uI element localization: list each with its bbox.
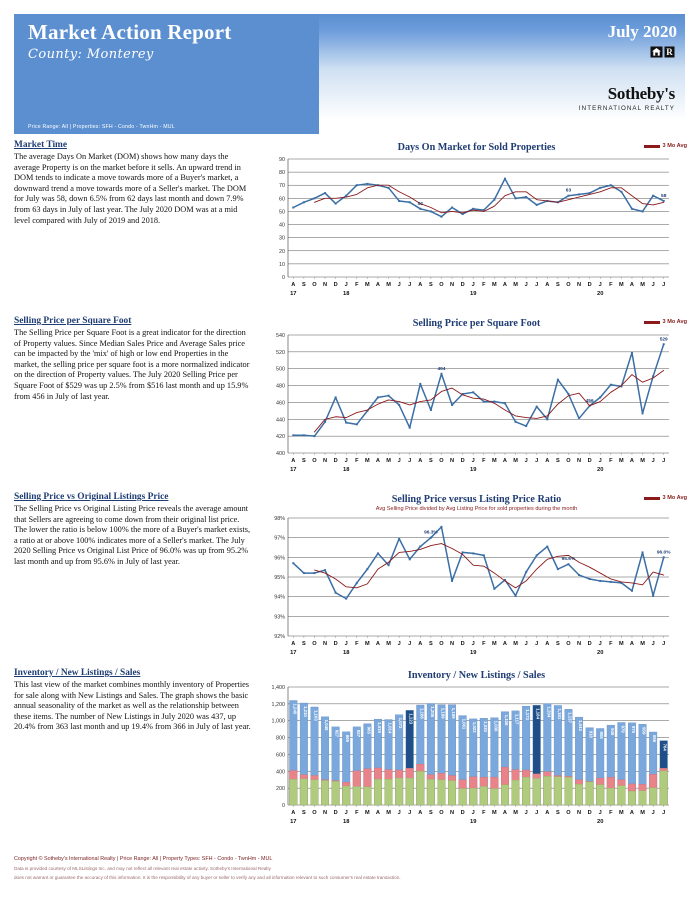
chart-title: Days On Market for Sold Properties — [397, 142, 556, 153]
svg-text:F: F — [482, 810, 486, 816]
report-footer — [14, 856, 674, 884]
svg-text:52: 52 — [417, 201, 423, 207]
svg-text:O: O — [439, 810, 444, 816]
chart-title: Inventory / New Listings / Sales — [407, 670, 546, 681]
svg-text:J: J — [662, 641, 666, 647]
svg-text:D: D — [460, 641, 465, 647]
inventory-text — [14, 668, 262, 844]
section-price-vs-listing — [14, 492, 691, 668]
svg-text:F: F — [482, 282, 486, 288]
svg-text:M: M — [513, 458, 518, 464]
svg-text:F: F — [609, 641, 613, 647]
section-heading: Selling Price per Square Foot — [14, 316, 132, 326]
svg-text:O: O — [439, 458, 444, 464]
svg-text:J: J — [471, 641, 475, 647]
svg-text:D: D — [460, 810, 465, 816]
section-body: The average Days On Market (DOM) shows how many days the average Property is on the market before it sells. An upward trend in DOM tends to indicate a move towards more of a Buyer's market, a downward trend a move towards more of a Seller's market. The DOM for July was 58, down 6.5% from 62 days last month and down 7.9% from 63 days in July of last year. The July 2020 DOM was at a mid level compared with July of 2019 and 2018. — [14, 152, 247, 225]
svg-text:96.0%: 96.0% — [656, 550, 671, 556]
svg-text:0: 0 — [282, 803, 285, 809]
svg-text:M: M — [386, 282, 391, 288]
svg-text:1,200: 1,200 — [271, 701, 285, 708]
svg-text:959: 959 — [641, 727, 647, 735]
svg-text:18: 18 — [342, 819, 350, 825]
svg-text:869: 869 — [345, 734, 351, 742]
svg-text:30: 30 — [279, 235, 285, 242]
svg-text:O: O — [312, 282, 317, 288]
svg-text:D: D — [587, 810, 592, 816]
svg-text:60: 60 — [279, 196, 285, 203]
svg-text:A: A — [502, 458, 507, 464]
equal-housing-icons — [650, 46, 675, 58]
chart-legend — [644, 319, 687, 325]
plot-area — [262, 329, 691, 479]
svg-text:J: J — [662, 458, 666, 464]
svg-text:95.6%: 95.6% — [561, 557, 576, 563]
svg-text:M: M — [365, 641, 370, 647]
svg-text:J: J — [651, 641, 655, 647]
svg-text:18: 18 — [342, 291, 350, 297]
chart-price-vs-listing — [262, 492, 691, 668]
svg-text:J: J — [598, 641, 602, 647]
svg-text:N: N — [577, 641, 582, 647]
svg-text:O: O — [312, 810, 317, 816]
svg-text:M: M — [386, 810, 391, 816]
svg-text:20: 20 — [279, 248, 285, 255]
svg-text:520: 520 — [276, 349, 285, 356]
svg-text:1,181: 1,181 — [556, 708, 562, 720]
svg-text:J: J — [535, 282, 539, 288]
svg-text:400: 400 — [276, 451, 285, 457]
svg-text:1,014: 1,014 — [387, 722, 393, 734]
svg-text:M: M — [365, 458, 370, 464]
svg-text:94%: 94% — [274, 594, 285, 601]
section-price-per-sqft — [14, 316, 691, 492]
svg-text:96.3%: 96.3% — [424, 530, 438, 536]
svg-text:M: M — [365, 282, 370, 288]
footer-disclaimer-1: Data is provided courtesy of MLSListings Inc. and may not reflect all relevant real estate activity. Sotheby's International Realty — [14, 866, 271, 871]
svg-text:J: J — [344, 458, 348, 464]
svg-text:N: N — [577, 282, 582, 288]
svg-text:O: O — [566, 641, 571, 647]
svg-text:1,184: 1,184 — [535, 708, 541, 719]
svg-text:866: 866 — [652, 735, 658, 743]
plot-area — [262, 681, 691, 831]
svg-text:A: A — [629, 641, 634, 647]
svg-text:N: N — [323, 810, 328, 816]
svg-text:S: S — [429, 641, 433, 647]
svg-text:20: 20 — [596, 819, 604, 825]
svg-text:18: 18 — [342, 650, 350, 656]
svg-text:1,022: 1,022 — [472, 721, 478, 733]
svg-text:M: M — [513, 641, 518, 647]
svg-text:A: A — [418, 282, 423, 288]
svg-text:17: 17 — [290, 650, 297, 656]
svg-text:M: M — [513, 282, 518, 288]
svg-text:F: F — [355, 282, 359, 288]
svg-text:1,163: 1,163 — [313, 709, 319, 721]
svg-text:96%: 96% — [274, 555, 285, 562]
svg-text:J: J — [651, 810, 655, 816]
svg-text:764: 764 — [662, 743, 668, 751]
svg-text:O: O — [312, 458, 317, 464]
svg-text:1,240: 1,240 — [292, 703, 298, 715]
svg-text:D: D — [333, 641, 338, 647]
svg-text:J: J — [535, 810, 539, 816]
svg-text:975: 975 — [630, 725, 636, 733]
svg-text:M: M — [386, 458, 391, 464]
realtor-icon — [664, 46, 675, 58]
svg-text:F: F — [355, 458, 359, 464]
svg-text:M: M — [492, 282, 497, 288]
svg-text:S: S — [302, 810, 306, 816]
svg-text:O: O — [566, 810, 571, 816]
svg-text:420: 420 — [276, 434, 285, 441]
brand-name: Sotheby's — [607, 84, 675, 103]
svg-text:O: O — [566, 458, 571, 464]
section-heading: Inventory / New Listings / Sales — [14, 668, 141, 678]
svg-text:J: J — [535, 458, 539, 464]
svg-text:D: D — [587, 641, 592, 647]
svg-text:J: J — [524, 458, 528, 464]
svg-text:J: J — [524, 641, 528, 647]
svg-text:1,061: 1,061 — [461, 718, 467, 730]
svg-text:A: A — [502, 810, 507, 816]
svg-text:1,030: 1,030 — [482, 721, 488, 732]
svg-text:M: M — [619, 641, 624, 647]
svg-text:M: M — [640, 810, 645, 816]
svg-text:1,048: 1,048 — [324, 719, 330, 731]
svg-text:N: N — [450, 458, 455, 464]
brand-logo — [579, 84, 675, 112]
svg-text:1,400: 1,400 — [271, 685, 285, 691]
svg-text:N: N — [450, 810, 455, 816]
chart-legend — [644, 495, 687, 501]
svg-text:A: A — [375, 641, 380, 647]
brand-tagline: INTERNATIONAL REALTY — [578, 105, 675, 112]
svg-text:A: A — [375, 282, 380, 288]
svg-text:S: S — [302, 641, 306, 647]
svg-text:A: A — [545, 458, 550, 464]
svg-text:F: F — [482, 641, 486, 647]
svg-text:63: 63 — [565, 188, 572, 194]
chart-title: Selling Price per Square Foot — [412, 318, 541, 329]
svg-text:D: D — [333, 282, 338, 288]
section-body: The Selling Price vs Original Listing Price reveals the average amount that Sellers are agreeing to come down from their original list price. The lower the ratio is below 100% the more of a Buyer's market exists, a ratio at or above 100% indicates more of a Seller's market. The July 2020 Selling Price vs Original List Price of 96.0% was up from 95.2% last month and up from 95.6% in July of last year. — [14, 504, 251, 566]
svg-text:400: 400 — [276, 769, 285, 776]
svg-text:800: 800 — [276, 735, 285, 742]
svg-text:J: J — [598, 458, 602, 464]
price-per-sqft-text — [14, 316, 262, 492]
svg-text:D: D — [460, 458, 465, 464]
svg-text:460: 460 — [276, 400, 285, 407]
chart-subtitle: Avg Selling Price divided by Avg Listing Price for sold properties during the month — [375, 506, 578, 512]
svg-text:J: J — [535, 641, 539, 647]
svg-text:50: 50 — [279, 209, 285, 216]
svg-text:O: O — [439, 641, 444, 647]
footer-disclaimer-2: does not warrant or guarantee the accuracy of this information. It is the responsibility of any buyer or seller to verify any and all information relevant to such consumer's real estate transaction. — [14, 875, 401, 880]
svg-text:M: M — [619, 458, 624, 464]
section-heading: Selling Price vs Original Listings Price — [14, 492, 169, 502]
report-header — [14, 14, 685, 134]
svg-text:N: N — [323, 282, 328, 288]
svg-text:1,123: 1,123 — [408, 713, 414, 725]
svg-text:927: 927 — [355, 729, 361, 738]
footer-copyright: Copyright © Sotheby's International Realty | Price Range: All | Property Types: SFH - Condo - TwnHm - MUL — [14, 856, 273, 862]
svg-text:97%: 97% — [274, 535, 285, 542]
svg-text:1,019: 1,019 — [376, 722, 382, 733]
svg-text:20: 20 — [596, 467, 604, 473]
section-inventory — [14, 668, 691, 844]
svg-text:D: D — [333, 810, 338, 816]
svg-text:M: M — [513, 810, 518, 816]
svg-text:17: 17 — [290, 291, 297, 297]
svg-text:J: J — [397, 458, 401, 464]
svg-text:A: A — [545, 641, 550, 647]
svg-text:200: 200 — [276, 786, 285, 793]
svg-text:M: M — [619, 810, 624, 816]
svg-text:A: A — [291, 641, 296, 647]
section-heading: Market Time — [14, 140, 68, 150]
svg-text:A: A — [291, 810, 296, 816]
svg-text:70: 70 — [279, 183, 285, 190]
svg-text:A: A — [629, 810, 634, 816]
svg-text:A: A — [418, 810, 423, 816]
market-time-text — [14, 140, 262, 316]
svg-text:20: 20 — [596, 650, 604, 656]
svg-text:J: J — [471, 458, 475, 464]
svg-text:494: 494 — [437, 366, 446, 372]
svg-text:J: J — [662, 282, 666, 288]
svg-text:979: 979 — [620, 725, 626, 733]
svg-text:A: A — [418, 458, 423, 464]
svg-text:F: F — [609, 282, 613, 288]
svg-text:1,137: 1,137 — [567, 712, 573, 723]
svg-text:O: O — [312, 641, 317, 647]
svg-text:40: 40 — [279, 222, 285, 229]
svg-text:S: S — [556, 810, 560, 816]
svg-text:20: 20 — [596, 291, 604, 297]
page-title: Market Action Report — [28, 20, 232, 44]
section-body: This last view of the market combines monthly inventory of Properties for sale along with New Listings and Sales. The graph shows the basic annual seasonality of the market as well as the relationship between these items. The number of New Listings in July 2020 was 437, up 20.4% from 363 last month and up 19.4% from 366 in July of last year. — [14, 680, 251, 732]
legend-label: 3 Mo Avg — [662, 143, 687, 149]
svg-text:F: F — [609, 458, 613, 464]
svg-text:1,072: 1,072 — [398, 717, 404, 729]
svg-text:456: 456 — [585, 398, 594, 404]
svg-text:98%: 98% — [274, 516, 285, 522]
svg-text:J: J — [598, 810, 602, 816]
svg-text:1,108: 1,108 — [503, 714, 509, 726]
svg-text:S: S — [556, 458, 560, 464]
svg-text:440: 440 — [276, 417, 285, 424]
svg-text:M: M — [492, 458, 497, 464]
svg-text:J: J — [408, 810, 412, 816]
svg-text:A: A — [291, 282, 296, 288]
svg-text:S: S — [302, 458, 306, 464]
section-body: The Selling Price per Square Foot is a great indicator for the direction of Property values. Since Median Sales Price and Average Sales price can be impacted by the 'mix' of high or low end Properties in the market, the selling price per square foot is a more normalized indicator on the direction of Property values. The July 2020 Selling Price per Square Foot of $529 was up 2.5% from $516 last month and up 15.9% from 456 in July of last year. — [14, 328, 250, 401]
svg-text:1,186: 1,186 — [419, 708, 425, 719]
svg-text:92%: 92% — [274, 634, 285, 640]
svg-text:J: J — [598, 282, 602, 288]
svg-text:J: J — [397, 641, 401, 647]
svg-text:A: A — [629, 282, 634, 288]
svg-text:10: 10 — [279, 261, 285, 268]
price-range-band: Price Range: All | Properties: SFH - Condo - TwnHm - MUL — [14, 120, 319, 134]
svg-text:D: D — [587, 458, 592, 464]
svg-text:R: R — [666, 47, 673, 58]
svg-text:A: A — [629, 458, 634, 464]
svg-text:A: A — [291, 458, 296, 464]
svg-text:948: 948 — [609, 728, 615, 736]
svg-text:M: M — [640, 641, 645, 647]
svg-text:18: 18 — [342, 467, 350, 473]
svg-text:S: S — [429, 282, 433, 288]
plot-area — [262, 512, 691, 662]
county-subtitle: County: Monterey — [28, 47, 154, 62]
equal-housing-opportunity-icon — [650, 46, 663, 58]
svg-text:N: N — [450, 641, 455, 647]
report-page — [0, 14, 699, 920]
svg-text:J: J — [397, 810, 401, 816]
svg-text:J: J — [662, 810, 666, 816]
svg-text:58: 58 — [661, 193, 667, 199]
svg-text:90: 90 — [279, 157, 285, 163]
svg-text:M: M — [386, 641, 391, 647]
legend-label: 3 Mo Avg — [662, 319, 687, 325]
svg-text:600: 600 — [276, 752, 285, 759]
section-market-time — [14, 140, 691, 316]
svg-text:19: 19 — [469, 650, 477, 656]
svg-text:1,204: 1,204 — [546, 706, 552, 718]
svg-text:540: 540 — [276, 333, 285, 339]
svg-text:A: A — [502, 282, 507, 288]
chart-days-on-market — [262, 140, 691, 316]
svg-text:19: 19 — [469, 291, 477, 297]
svg-text:93%: 93% — [274, 614, 285, 621]
svg-text:J: J — [471, 282, 475, 288]
svg-text:M: M — [640, 282, 645, 288]
svg-text:927: 927 — [334, 729, 340, 738]
svg-text:S: S — [429, 458, 433, 464]
svg-text:A: A — [545, 282, 550, 288]
svg-text:A: A — [375, 458, 380, 464]
svg-text:N: N — [323, 641, 328, 647]
svg-text:O: O — [439, 282, 444, 288]
svg-text:1,173: 1,173 — [525, 709, 531, 720]
svg-text:D: D — [333, 458, 338, 464]
svg-text:F: F — [609, 810, 613, 816]
svg-text:1,210: 1,210 — [302, 706, 308, 717]
legend-swatch-icon — [644, 145, 660, 148]
svg-text:1,043: 1,043 — [578, 720, 584, 731]
svg-text:N: N — [323, 458, 328, 464]
chart-price-per-sqft — [262, 316, 691, 492]
svg-text:M: M — [492, 641, 497, 647]
svg-text:S: S — [429, 810, 433, 816]
report-date: July 2020 — [607, 22, 677, 41]
svg-text:S: S — [556, 282, 560, 288]
svg-text:19: 19 — [469, 819, 477, 825]
svg-text:19: 19 — [469, 467, 477, 473]
svg-text:S: S — [302, 282, 306, 288]
svg-text:1,189: 1,189 — [440, 707, 446, 719]
svg-text:N: N — [577, 810, 582, 816]
svg-text:908: 908 — [599, 731, 605, 739]
svg-text:17: 17 — [290, 467, 297, 473]
svg-text:M: M — [619, 282, 624, 288]
svg-text:A: A — [418, 641, 423, 647]
svg-text:1,000: 1,000 — [271, 718, 285, 725]
svg-text:918: 918 — [588, 730, 594, 738]
svg-text:500: 500 — [276, 366, 285, 373]
svg-text:J: J — [471, 810, 475, 816]
svg-text:J: J — [344, 282, 348, 288]
svg-text:S: S — [556, 641, 560, 647]
svg-text:95%: 95% — [274, 575, 285, 581]
svg-text:J: J — [651, 458, 655, 464]
svg-text:480: 480 — [276, 383, 285, 390]
svg-text:M: M — [365, 810, 370, 816]
svg-text:J: J — [344, 810, 348, 816]
svg-text:J: J — [397, 282, 401, 288]
svg-text:J: J — [651, 282, 655, 288]
svg-text:1,205: 1,205 — [429, 706, 435, 718]
svg-text:A: A — [545, 810, 550, 816]
svg-text:J: J — [524, 282, 528, 288]
svg-text:965: 965 — [366, 726, 372, 734]
plot-area — [262, 153, 691, 303]
svg-text:D: D — [587, 282, 592, 288]
chart-inventory — [262, 668, 691, 844]
svg-text:N: N — [450, 282, 455, 288]
svg-text:J: J — [408, 641, 412, 647]
svg-text:80: 80 — [279, 170, 285, 177]
svg-text:1,117: 1,117 — [514, 713, 520, 725]
legend-swatch-icon — [644, 321, 660, 324]
svg-text:N: N — [577, 458, 582, 464]
svg-text:J: J — [344, 641, 348, 647]
svg-text:F: F — [355, 810, 359, 816]
svg-text:17: 17 — [290, 819, 297, 825]
svg-text:M: M — [492, 810, 497, 816]
legend-swatch-icon — [644, 497, 660, 500]
svg-text:M: M — [640, 458, 645, 464]
svg-text:J: J — [524, 810, 528, 816]
svg-text:D: D — [460, 282, 465, 288]
svg-text:J: J — [408, 458, 412, 464]
svg-text:J: J — [408, 282, 412, 288]
price-vs-listing-text — [14, 492, 262, 668]
legend-label: 3 Mo Avg — [662, 495, 687, 501]
svg-text:A: A — [502, 641, 507, 647]
svg-text:O: O — [566, 282, 571, 288]
svg-text:1,036: 1,036 — [493, 720, 499, 732]
svg-text:F: F — [355, 641, 359, 647]
svg-text:529: 529 — [659, 337, 668, 343]
svg-text:1,189: 1,189 — [451, 707, 457, 719]
svg-text:F: F — [482, 458, 486, 464]
chart-title: Selling Price versus Listing Price Ratio — [391, 494, 562, 505]
svg-text:0: 0 — [282, 275, 285, 281]
chart-legend — [644, 143, 687, 149]
svg-text:A: A — [375, 810, 380, 816]
